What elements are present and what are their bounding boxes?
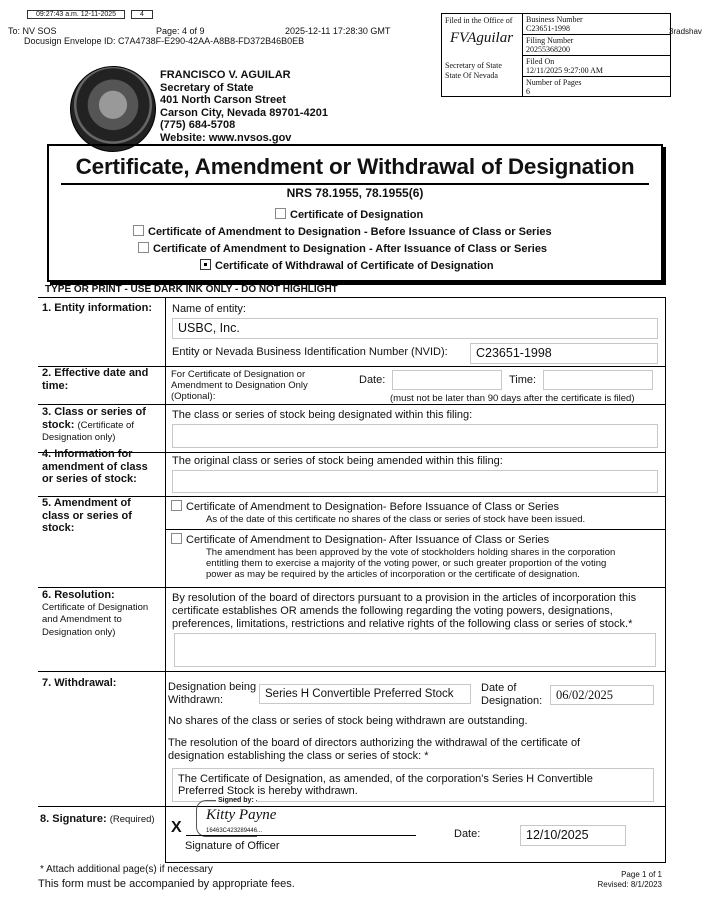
label-line: designation establishing the class or series of stock: *: [168, 750, 429, 762]
divider: [38, 496, 666, 497]
label-line: stock:: [42, 522, 75, 534]
signature-of-officer-label: Signature of Officer: [185, 840, 280, 852]
note-line: power as may be required by the articles of incorporation or the certificate of designation.: [206, 569, 580, 580]
checkbox-icon[interactable]: [171, 533, 182, 544]
section-7-label: 7. Withdrawal:: [42, 677, 117, 689]
docusign-envelope-id: Docusign Envelope ID: C7A4738F-E290-42AA-A8B8-FD372B46B0EB: [24, 36, 305, 46]
secretary-signature: FVAguilar: [450, 30, 514, 46]
effective-time-field[interactable]: [543, 370, 653, 390]
sos-name: FRANCISCO V. AGUILAR: [160, 69, 291, 81]
checkbox-icon[interactable]: [133, 225, 144, 236]
amendment-after-option[interactable]: [171, 533, 549, 547]
form-title: Certificate, Amendment or Withdrawal of Designation: [75, 154, 635, 179]
effective-date-field[interactable]: [392, 370, 502, 390]
nevada-state-seal-icon: [70, 66, 156, 152]
filed-on-cell: [523, 56, 670, 77]
fax-page-of: Page: 4 of 9: [156, 26, 205, 36]
checkbox-icon[interactable]: [275, 208, 286, 219]
section-1-label: 1. Entity information:: [42, 302, 152, 314]
label-line: amendment of class: [42, 460, 148, 473]
nvid-field[interactable]: C23651-1998: [470, 343, 658, 364]
divider: [38, 587, 666, 588]
filing-number-label: Filing Number: [526, 36, 574, 45]
divider: [38, 671, 666, 672]
desc-line: (Optional):: [171, 391, 216, 402]
option-amendment-after-issuance[interactable]: [138, 242, 547, 255]
pages-count: 6: [526, 87, 530, 96]
label-line: Designation only): [42, 626, 116, 638]
option-label: Certificate of Amendment to Designation - Before Issuance of Class or Series: [148, 226, 552, 238]
designation-withdrawn-label: [168, 681, 256, 707]
fax-sender: 3radshav: [669, 27, 702, 36]
fax-to: To: NV SOS: [8, 26, 57, 36]
label-line: 5. Amendment of: [42, 497, 131, 509]
nvid-label: Entity or Nevada Business Identification Number (NVID):: [172, 346, 448, 358]
secretary-of-state-label: Secretary of State: [445, 61, 502, 70]
label-line: 2. Effective date and: [42, 367, 149, 379]
business-number: C23651-1998: [526, 24, 570, 33]
divider: [166, 529, 666, 530]
fees-note: This form must be accompanied by appropriate fees.: [38, 878, 295, 890]
option-certificate-of-designation[interactable]: [275, 208, 423, 221]
designation-withdrawn-field[interactable]: Series H Convertible Preferred Stock: [259, 684, 471, 704]
original-class-prompt: The original class or series of stock being amended within this filing:: [172, 455, 503, 467]
fax-datetime: 2025-12-11 17:28:30 GMT: [285, 26, 391, 36]
revision-date: Revised: 8/1/2023: [597, 880, 662, 889]
label-line: Designation being: [168, 681, 257, 693]
section-8-label: [40, 813, 155, 827]
filing-stamp-left: [442, 14, 523, 96]
label-text: 8. Signature:: [40, 813, 107, 825]
amendment-before-option[interactable]: [171, 500, 559, 514]
divider: [165, 862, 666, 863]
checkbox-icon[interactable]: [138, 242, 149, 253]
label-line: Date of: [481, 682, 517, 694]
section-3-label: [42, 406, 146, 445]
desc-line: For Certificate of Designation or: [171, 369, 306, 380]
original-class-field[interactable]: [172, 470, 658, 493]
option-amendment-before-issuance[interactable]: [133, 225, 552, 238]
text-line: The Certificate of Designation, as amended, of the corporation's Series H Convertible: [178, 773, 593, 785]
label-line: 3. Class or series of: [42, 406, 146, 418]
business-number-cell: [523, 14, 670, 35]
signature-line: [186, 835, 416, 836]
sos-address: 401 North Carson Street: [160, 94, 286, 106]
sos-city: Carson City, Nevada 89701-4201: [160, 106, 328, 119]
nrs-reference: NRS 78.1955, 78.1955(6): [286, 186, 424, 200]
label-line: stock:: [42, 418, 75, 431]
date-of-designation-label: [481, 682, 542, 708]
label-line: and Amendment to: [42, 614, 122, 625]
officer-signature: Kitty Payne: [206, 807, 277, 823]
divider: [165, 297, 166, 862]
filing-stamp: [441, 13, 671, 97]
amendment-after-note: [206, 547, 615, 580]
text-line: preferences, limitations, restrictions and relative rights of the following class or series of stock.*: [172, 618, 633, 630]
withdrawal-resolution-label: [168, 737, 580, 763]
note-line: entitling them to exercise a majority of the voting power, or such greater proportion of the voting: [206, 558, 607, 569]
resolution-text: [172, 592, 636, 631]
effective-date-note: (must not be later than 90 days after the certificate is filed): [390, 393, 635, 404]
checked-checkbox-icon[interactable]: [200, 259, 211, 270]
label-line: Withdrawn:: [168, 694, 224, 706]
checkbox-icon[interactable]: [171, 500, 182, 511]
class-series-field[interactable]: [172, 424, 658, 448]
amendment-before-note: As of the date of this certificate no shares of the class or series of stock have been issued.: [206, 514, 586, 525]
signed-by-label: Signed by:: [218, 797, 254, 804]
attach-note: * Attach additional page(s) if necessary: [40, 864, 213, 875]
option-label: Certificate of Designation: [290, 209, 424, 221]
option-label: Certificate of Withdrawal of Certificate of Designation: [215, 260, 494, 272]
sos-website: Website: www.nvsos.gov: [160, 131, 292, 144]
filing-number: 20255368200: [526, 45, 570, 54]
time-label: Time:: [509, 374, 537, 386]
sos-address-block: [160, 69, 328, 144]
text-line: certificate establishes OR amends the following regarding the voting powers, designations,: [172, 605, 613, 617]
filed-in-label: Filed in the Office of: [445, 16, 513, 25]
title-box: [47, 144, 663, 282]
fax-page-box: 4: [131, 10, 153, 19]
class-series-prompt: The class or series of stock being designated within this filing:: [172, 409, 473, 421]
label-line: (Certificate of: [77, 419, 134, 431]
filing-number-cell: [523, 35, 670, 56]
state-of-nevada-label: State Of Nevada: [445, 71, 498, 80]
form-grid: [38, 297, 666, 863]
divider: [38, 806, 666, 807]
option-withdrawal[interactable]: [200, 259, 494, 272]
label-line: Designation:: [481, 695, 543, 707]
filed-on: 12/11/2025 9:27:00 AM: [526, 66, 604, 75]
required-text: (Required): [109, 814, 155, 825]
text-line: By resolution of the board of directors pursuant to a provision in the articles of incorporation this: [172, 592, 637, 604]
label-line: time:: [42, 379, 69, 392]
title-underline: [61, 183, 649, 185]
entity-name-label: Name of entity:: [172, 303, 246, 315]
fax-header: [27, 10, 153, 19]
pages-cell: [523, 77, 670, 97]
business-number-label: Business Number: [526, 15, 583, 24]
effective-date-desc: [171, 369, 308, 402]
section-6-label: [42, 589, 148, 639]
sos-title: Secretary of State: [160, 81, 254, 94]
divider: [665, 297, 666, 862]
label-line: Designation only): [42, 432, 116, 443]
label-line: The resolution of the board of directors authorizing the withdrawal of the certificate of: [168, 737, 581, 749]
section-2-label: [42, 367, 148, 392]
no-shares-statement: No shares of the class or series of stock being withdrawn are outstanding.: [168, 715, 528, 727]
page-number: Page 1 of 1: [621, 870, 662, 879]
label-line: class or series of: [42, 509, 132, 522]
label-line: 4. Information for: [42, 448, 133, 460]
option-label: Certificate of Amendment to Designation- Before Issuance of Class or Series: [186, 501, 559, 513]
signature-date-field[interactable]: 12/10/2025: [520, 825, 626, 846]
filed-on-label: Filed On: [526, 57, 555, 66]
sos-phone: (775) 684-5708: [160, 119, 236, 131]
desc-line: Amendment to Designation Only: [171, 380, 308, 391]
fax-stamp: 09:27:43 a.m. 12-11-2025: [27, 10, 125, 19]
label-line: 6. Resolution:: [42, 589, 115, 601]
note-line: The amendment has been approved by the vote of stockholders holding shares in the corporation: [206, 547, 616, 558]
section-4-label: [42, 448, 148, 486]
date-of-designation-field[interactable]: 06/02/2025: [550, 685, 654, 705]
pages-label: Number of Pages: [526, 78, 582, 87]
instructions: TYPE OR PRINT - USE DARK INK ONLY - DO NOT HIGHLIGHT: [45, 284, 338, 295]
option-label: Certificate of Amendment to Designation - After Issuance of Class or Series: [153, 243, 548, 255]
signature-date-label: Date:: [454, 828, 481, 840]
signature-id: 16463C423289446...: [206, 828, 263, 834]
section-5-label: [42, 497, 132, 535]
option-label: Certificate of Amendment to Designation- After Issuance of Class or Series: [186, 534, 550, 546]
signature-x: X: [171, 819, 182, 836]
text-line: Preferred Stock is hereby withdrawn.: [178, 785, 358, 797]
divider: [38, 404, 666, 405]
label-line: Certificate of Designation: [42, 601, 149, 613]
label-line: or series of stock:: [42, 473, 137, 485]
divider: [38, 297, 666, 298]
date-label: Date:: [359, 374, 386, 386]
entity-name-field[interactable]: USBC, Inc.: [172, 318, 658, 339]
resolution-field[interactable]: [174, 633, 656, 667]
